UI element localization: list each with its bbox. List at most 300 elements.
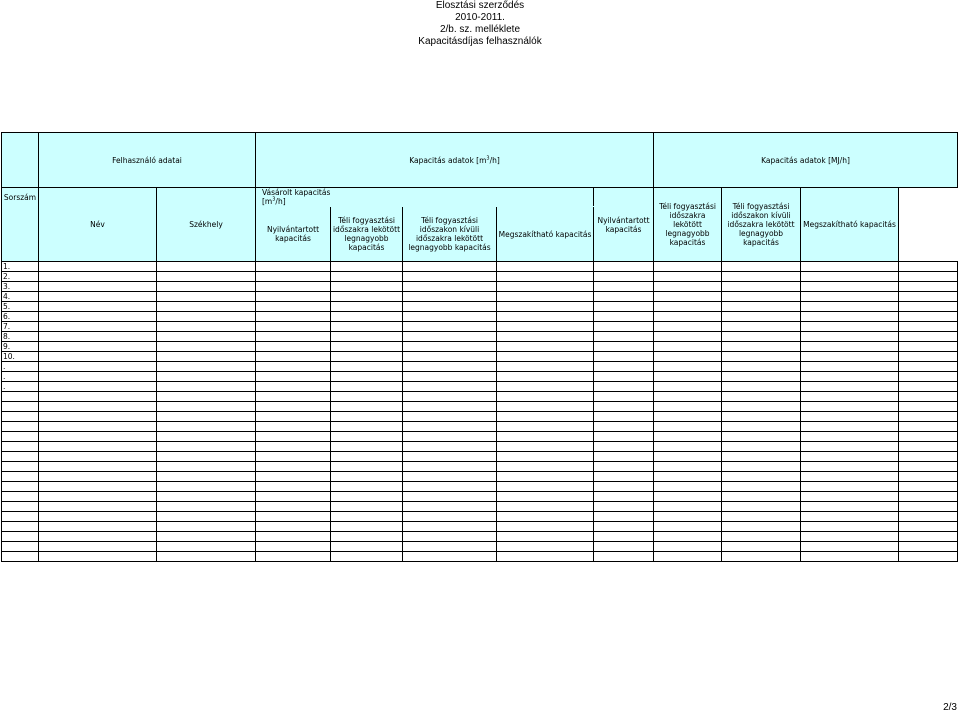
table-cell (654, 282, 722, 292)
table-cell (722, 362, 801, 372)
table-cell (594, 442, 654, 452)
table-cell (801, 502, 899, 512)
table-cell (331, 532, 403, 542)
table-cell (331, 492, 403, 502)
table-cell (654, 332, 722, 342)
table-cell (331, 462, 403, 472)
table-cell (899, 382, 958, 392)
table-cell (654, 522, 722, 532)
column-m3-teli-kivuli: Téli fogyasztási időszakon kívüli időszakra lekötött legnagyobb kapacitás (403, 207, 497, 262)
table-row (2, 342, 958, 352)
table-cell (594, 492, 654, 502)
table-cell (899, 362, 958, 372)
table-cell (157, 542, 256, 552)
column-m3-nyilvantartott: Nyilvántartott kapacitás (256, 207, 331, 262)
table-cell (654, 422, 722, 432)
table-cell (39, 302, 157, 312)
table-row (2, 422, 958, 432)
table-cell (654, 552, 722, 562)
table-cell (39, 412, 157, 422)
capacity-table (1, 132, 958, 562)
table-cell (331, 412, 403, 422)
table-cell (157, 482, 256, 492)
table-cell (497, 512, 594, 522)
table-cell (801, 462, 899, 472)
table-cell (899, 262, 958, 272)
table-cell (157, 362, 256, 372)
table-cell (497, 392, 594, 402)
row-number-cell (2, 422, 39, 432)
row-number-cell: 2. (2, 272, 39, 282)
column-vasarolt-kapacitas (256, 188, 594, 207)
table-cell (157, 442, 256, 452)
table-cell (654, 322, 722, 332)
document-period: 2010-2011. (455, 12, 505, 23)
table-cell (256, 372, 331, 382)
row-number-cell: 9. (2, 342, 39, 352)
column-m3-megszakithato: Megszakítható kapacitás (497, 207, 594, 262)
table-cell (594, 552, 654, 562)
table-cell (654, 482, 722, 492)
table-cell (722, 512, 801, 522)
table-cell (157, 462, 256, 472)
table-cell (801, 262, 899, 272)
table-cell (594, 362, 654, 372)
table-cell (331, 312, 403, 322)
table-row (2, 312, 958, 322)
table-cell (594, 502, 654, 512)
table-cell (497, 412, 594, 422)
table-cell (256, 352, 331, 362)
table-cell (899, 422, 958, 432)
table-cell (39, 502, 157, 512)
table-cell (722, 332, 801, 342)
table-cell (256, 362, 331, 372)
table-cell (594, 412, 654, 422)
row-number-cell (2, 412, 39, 422)
vasarolt-label: Vásárolt kapacitás (262, 188, 331, 197)
table-cell (801, 352, 899, 362)
table-cell (331, 272, 403, 282)
table-cell (157, 352, 256, 362)
table-cell (256, 442, 331, 452)
table-cell (497, 372, 594, 382)
table-row (2, 442, 958, 452)
row-number-cell: 7. (2, 322, 39, 332)
table-cell (39, 552, 157, 562)
table-cell (331, 352, 403, 362)
table-cell (331, 442, 403, 452)
table-cell (654, 532, 722, 542)
table-cell (801, 482, 899, 492)
table-row (2, 472, 958, 482)
table-cell (722, 372, 801, 382)
table-cell (331, 322, 403, 332)
table-cell (654, 412, 722, 422)
table-cell (722, 322, 801, 332)
table-row (2, 552, 958, 562)
table-cell (39, 422, 157, 432)
table-row (2, 382, 958, 392)
row-number-cell: 4. (2, 292, 39, 302)
table-cell (331, 302, 403, 312)
table-cell (256, 262, 331, 272)
table-cell (256, 382, 331, 392)
table-cell (331, 392, 403, 402)
document-header (0, 0, 960, 48)
table-cell (157, 292, 256, 302)
table-cell (801, 412, 899, 422)
page-number: 2/3 (943, 702, 957, 713)
table-cell (722, 502, 801, 512)
table-cell (497, 332, 594, 342)
table-cell (157, 412, 256, 422)
table-cell (256, 332, 331, 342)
table-cell (654, 392, 722, 402)
table-cell (157, 392, 256, 402)
table-cell (331, 482, 403, 492)
table-cell (403, 312, 497, 322)
table-cell (594, 312, 654, 322)
table-row (2, 462, 958, 472)
table-cell (331, 432, 403, 442)
table-cell (256, 402, 331, 412)
table-cell (899, 522, 958, 532)
table-cell (331, 472, 403, 482)
table-row (2, 272, 958, 282)
table-cell (39, 272, 157, 282)
table-cell (654, 402, 722, 412)
table-cell (403, 302, 497, 312)
table-cell (594, 542, 654, 552)
table-cell (722, 462, 801, 472)
table-cell (801, 492, 899, 502)
table-cell (722, 402, 801, 412)
group-header-row (2, 188, 958, 207)
row-number-cell: 8. (2, 332, 39, 342)
table-row (2, 522, 958, 532)
table-cell (497, 342, 594, 352)
table-cell (39, 532, 157, 542)
table-cell (801, 512, 899, 522)
table-cell (256, 302, 331, 312)
table-cell (403, 512, 497, 522)
table-cell (39, 332, 157, 342)
vasarolt-unit-a: [m (262, 197, 273, 206)
table-cell (157, 312, 256, 322)
table-cell (594, 462, 654, 472)
table-cell (256, 502, 331, 512)
table-row (2, 352, 958, 362)
vasarolt-unit-sup: 3 (272, 196, 276, 203)
table-cell (497, 292, 594, 302)
table-row (2, 432, 958, 442)
table-cell (39, 262, 157, 272)
table-cell (722, 352, 801, 362)
table-cell (497, 402, 594, 412)
table-cell (801, 552, 899, 562)
section-user-data: Felhasználó adatai (39, 133, 256, 188)
table-cell (722, 542, 801, 552)
table-cell (256, 472, 331, 482)
table-row (2, 452, 958, 462)
row-number-cell (2, 542, 39, 552)
table-cell (157, 472, 256, 482)
table-cell (594, 352, 654, 362)
table-cell (157, 332, 256, 342)
table-cell (403, 422, 497, 432)
table-cell (654, 452, 722, 462)
table-cell (256, 422, 331, 432)
table-cell (801, 292, 899, 302)
table-cell (256, 272, 331, 282)
table-cell (654, 312, 722, 322)
table-cell (654, 272, 722, 282)
table-cell (403, 382, 497, 392)
table-cell (899, 442, 958, 452)
table-cell (654, 442, 722, 452)
section-capacity-m3 (256, 133, 654, 188)
table-cell (654, 302, 722, 312)
table-cell (497, 262, 594, 272)
table-cell (722, 472, 801, 482)
row-number-cell (2, 452, 39, 462)
table-cell (722, 272, 801, 282)
table-cell (331, 282, 403, 292)
column-szekhely: Székhely (157, 188, 256, 262)
table-cell (39, 292, 157, 302)
table-row (2, 502, 958, 512)
table-cell (157, 552, 256, 562)
table-cell (722, 382, 801, 392)
table-cell (722, 292, 801, 302)
table-cell (497, 522, 594, 532)
table-cell (157, 272, 256, 282)
row-number-cell (2, 522, 39, 532)
table-cell (654, 502, 722, 512)
column-m3-teli: Téli fogyasztási időszakra lekötött legnagyobb kapacitás (331, 207, 403, 262)
table-row (2, 322, 958, 332)
table-cell (899, 272, 958, 282)
table-cell (39, 372, 157, 382)
row-number-cell (2, 502, 39, 512)
table-cell (403, 352, 497, 362)
table-cell (801, 282, 899, 292)
table-cell (403, 502, 497, 512)
table-cell (403, 342, 497, 352)
table-cell (801, 442, 899, 452)
row-number-cell (2, 462, 39, 472)
row-number-cell (2, 552, 39, 562)
table-cell (331, 542, 403, 552)
table-cell (497, 352, 594, 362)
table-cell (594, 392, 654, 402)
document-annex: 2/b. sz. melléklete (439, 24, 521, 35)
table-cell (801, 532, 899, 542)
row-number-cell (2, 492, 39, 502)
table-body (2, 262, 958, 562)
vasarolt-unit-b: /h] (275, 197, 286, 206)
table-cell (497, 302, 594, 312)
table-cell (157, 372, 256, 382)
table-cell (722, 392, 801, 402)
table-cell (722, 262, 801, 272)
table-cell (256, 552, 331, 562)
document-subtitle: Kapacitásdíjas felhasználók (418, 36, 542, 47)
table-cell (899, 372, 958, 382)
section-capacity-m3-text: Kapacitás adatok [m (409, 155, 487, 165)
table-row (2, 542, 958, 552)
table-cell (801, 302, 899, 312)
table-cell (497, 502, 594, 512)
table-cell (722, 282, 801, 292)
row-number-cell: 1. (2, 262, 39, 272)
table-cell (403, 262, 497, 272)
table-cell (801, 332, 899, 342)
table-cell (899, 482, 958, 492)
table-row (2, 412, 958, 422)
table-cell (497, 542, 594, 552)
table-cell (497, 442, 594, 452)
table-cell (331, 452, 403, 462)
table-cell (497, 472, 594, 482)
table-cell (157, 432, 256, 442)
row-number-cell: . (2, 372, 39, 382)
table-row (2, 482, 958, 492)
table-cell (497, 382, 594, 392)
table-cell (801, 382, 899, 392)
table-cell (39, 442, 157, 452)
table-cell (39, 522, 157, 532)
table-cell (497, 462, 594, 472)
table-cell (157, 512, 256, 522)
table-cell (403, 322, 497, 332)
table-cell (594, 262, 654, 272)
table-cell (403, 472, 497, 482)
table-cell (594, 422, 654, 432)
table-cell (39, 492, 157, 502)
table-cell (403, 442, 497, 452)
table-row (2, 492, 958, 502)
table-cell (594, 402, 654, 412)
table-cell (256, 292, 331, 302)
table-cell (39, 392, 157, 402)
table-cell (899, 542, 958, 552)
table-cell (39, 482, 157, 492)
table-cell (39, 472, 157, 482)
table-cell (331, 502, 403, 512)
table-cell (722, 522, 801, 532)
table-cell (801, 322, 899, 332)
table-cell (654, 342, 722, 352)
table-cell (39, 352, 157, 362)
table-cell (594, 282, 654, 292)
table-cell (256, 532, 331, 542)
table-row (2, 302, 958, 312)
table-cell (497, 552, 594, 562)
column-nev: Név (39, 188, 157, 262)
table-row (2, 282, 958, 292)
section-capacity-mj: Kapacitás adatok [MJ/h] (654, 133, 958, 188)
table-cell (801, 542, 899, 552)
table-cell (801, 472, 899, 482)
table-cell (654, 362, 722, 372)
table-cell (899, 462, 958, 472)
table-cell (39, 512, 157, 522)
table-cell (331, 342, 403, 352)
table-cell (899, 512, 958, 522)
table-cell (256, 392, 331, 402)
table-cell (899, 552, 958, 562)
table-cell (39, 342, 157, 352)
table-cell (256, 432, 331, 442)
table-cell (654, 472, 722, 482)
table-cell (899, 342, 958, 352)
table-cell (331, 522, 403, 532)
table-cell (39, 462, 157, 472)
column-mj-nyilvantartott: Nyilvántartott kapacitás (594, 188, 654, 262)
table-cell (403, 412, 497, 422)
table-cell (899, 352, 958, 362)
row-number-cell: 10. (2, 352, 39, 362)
table-cell (403, 462, 497, 472)
section-capacity-m3-end: /h] (489, 155, 500, 165)
table-cell (157, 382, 256, 392)
table-cell (654, 512, 722, 522)
table-cell (654, 492, 722, 502)
table-cell (801, 452, 899, 462)
table-cell (594, 472, 654, 482)
table-cell (157, 282, 256, 292)
table-cell (256, 342, 331, 352)
table-cell (497, 492, 594, 502)
table-cell (722, 492, 801, 502)
table-cell (497, 272, 594, 282)
table-cell (331, 362, 403, 372)
table-cell (497, 362, 594, 372)
table-cell (654, 382, 722, 392)
table-cell (594, 302, 654, 312)
table-cell (39, 542, 157, 552)
table-cell (256, 412, 331, 422)
table-cell (722, 342, 801, 352)
row-number-cell: . (2, 362, 39, 372)
table-cell (256, 462, 331, 472)
table-cell (403, 372, 497, 382)
row-number-cell (2, 532, 39, 542)
table-cell (899, 492, 958, 502)
vasarolt-unit (262, 197, 593, 206)
table-cell (899, 432, 958, 442)
table-cell (157, 502, 256, 512)
table-cell (331, 512, 403, 522)
row-number-cell (2, 472, 39, 482)
table-cell (331, 552, 403, 562)
table-cell (594, 512, 654, 522)
table-cell (722, 422, 801, 432)
table-cell (594, 482, 654, 492)
table-cell (654, 262, 722, 272)
table-cell (899, 472, 958, 482)
table-cell (594, 332, 654, 342)
table-cell (497, 282, 594, 292)
column-mj-megszakithato: Megszakítható kapacitás (801, 188, 899, 262)
table-cell (39, 322, 157, 332)
table-cell (403, 402, 497, 412)
table-cell (899, 322, 958, 332)
table-cell (157, 322, 256, 332)
table-cell (722, 442, 801, 452)
